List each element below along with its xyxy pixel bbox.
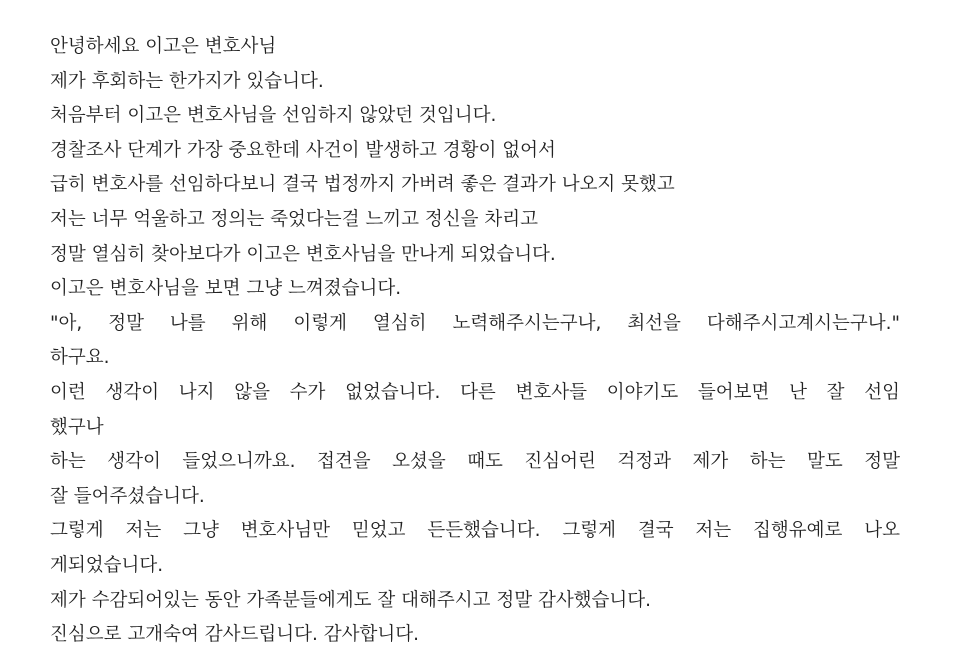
text-line: 했구나 [50, 416, 104, 438]
text-line: "아, 정말 나를 위해 이렇게 열심히 노력해주시는구나, 최선을 다해주시고계시는구나." [50, 312, 900, 334]
text-line: 진심으로 고개숙여 감사드립니다. 감사합니다. [50, 624, 419, 646]
text-line: 정말 열심히 찾아보다가 이고은 변호사님을 만나게 되었습니다. [50, 243, 556, 265]
text-line: 게되었습니다. [50, 554, 164, 576]
text-line: 이고은 변호사님을 보면 그냥 느껴졌습니다. [50, 278, 402, 300]
text-line: 하구요. [50, 347, 110, 369]
text-line: 제가 후회하는 한가지가 있습니다. [50, 70, 324, 92]
text-line: 처음부터 이고은 변호사님을 선임하지 않았던 것입니다. [50, 105, 497, 127]
text-line: 안녕하세요 이고은 변호사님 [50, 36, 277, 57]
text-line: 잘 들어주셨습니다. [50, 485, 205, 507]
text-line: 그렇게 저는 그냥 변호사님만 믿었고 든든했습니다. 그렇게 결국 저는 집행유예로 나오 [50, 520, 900, 542]
text-line: 저는 너무 억울하고 정의는 죽었다는걸 느끼고 정신을 차리고 [50, 208, 538, 230]
text-line: 급히 변호사를 선임하다보니 결국 법정까지 가버려 좋은 결과가 나오지 못했고 [50, 174, 675, 196]
text-line: 이런 생각이 나지 않을 수가 없었습니다. 다른 변호사들 이야기도 들어보면 난 잘 선임 [50, 381, 900, 403]
text-line: 하는 생각이 들었으니까요. 접견을 오셨을 때도 진심어린 걱정과 제가 하는 말도 정말 [50, 451, 900, 473]
text-line: 경찰조사 단계가 가장 중요한데 사건이 발생하고 경황이 없어서 [50, 139, 556, 161]
text-line: 제가 수감되어있는 동안 가족분들에게도 잘 대해주시고 정말 감사했습니다. [50, 589, 652, 611]
review-document [50, 32, 900, 655]
